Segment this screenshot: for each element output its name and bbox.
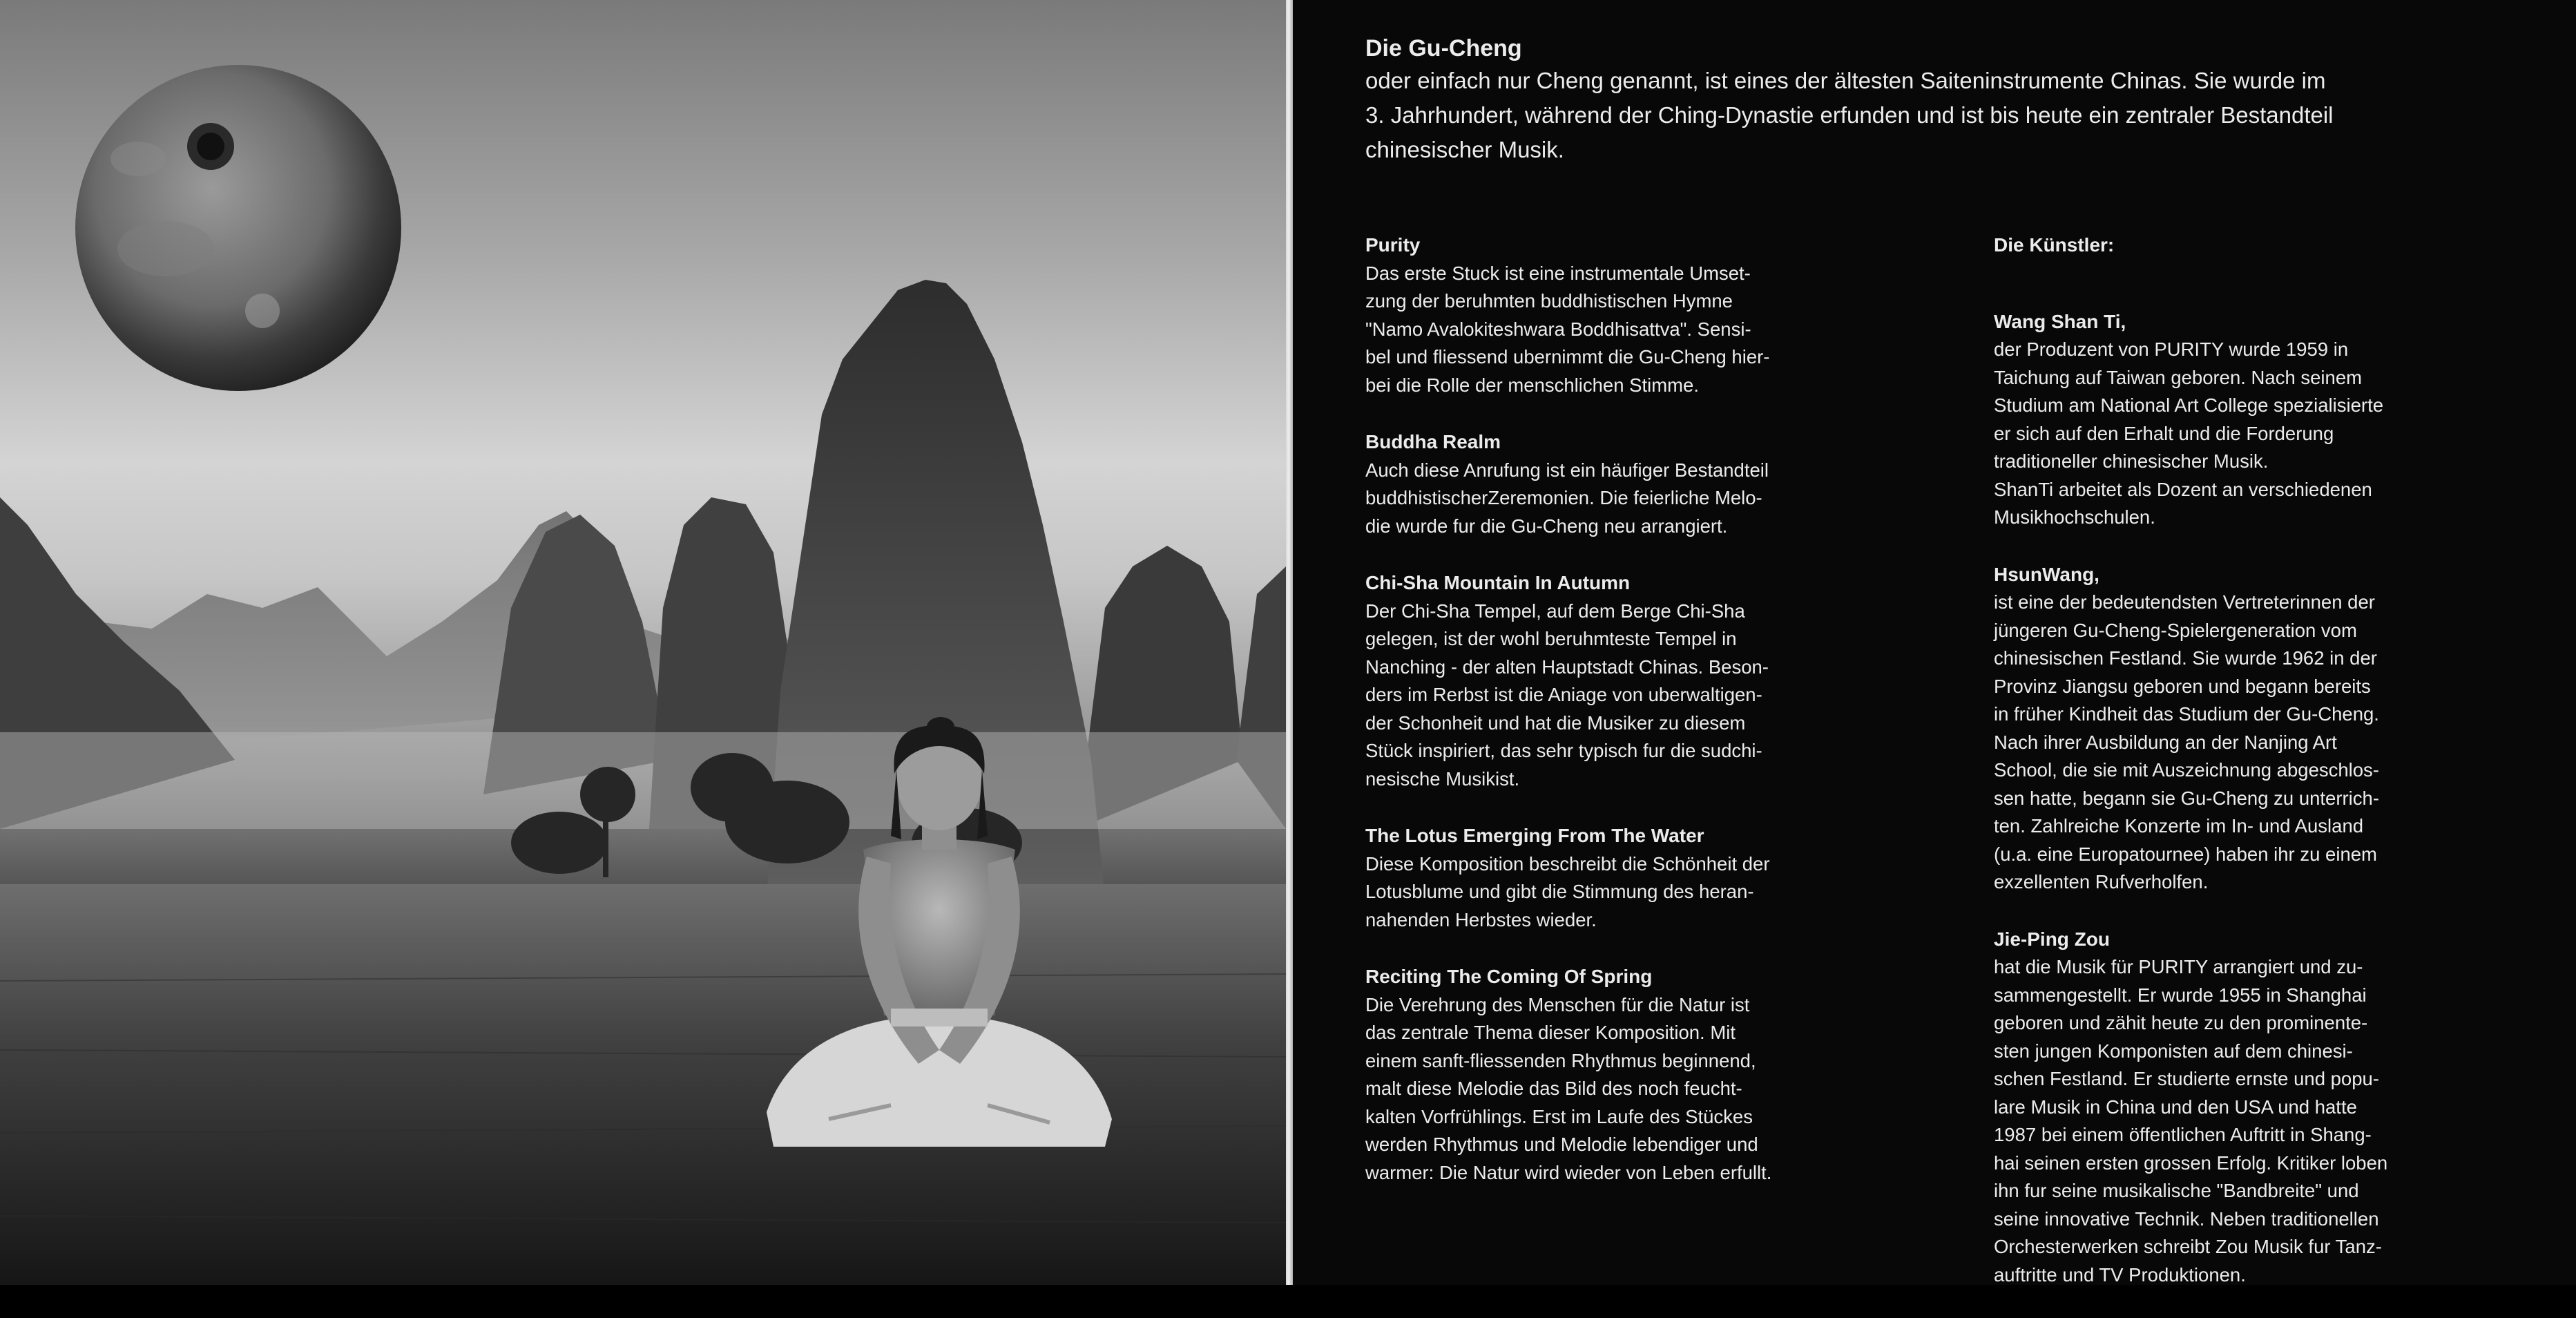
landscape-illustration <box>0 0 1286 1285</box>
track-title: Reciting The Coming Of Spring <box>1365 966 1653 987</box>
track-section <box>1365 428 1945 540</box>
artists-column <box>1994 231 2546 1318</box>
intro-text: oder einfach nur Cheng genannt, ist eines der ältesten Saiteninstrumente Chinas. Sie wurde im 3. Jahrhundert, während der Ching-Dynastie erfunden und ist bis heute ein zentraler Bestandteil chinesischer Musik. <box>1365 68 2334 162</box>
liner-notes-page <box>1293 0 2576 1285</box>
track-description: Diese Komposition beschreibt die Schönheit der Lotusblume und gibt die Stimmung des heran- nahenden Herbstes wieder. <box>1365 852 1770 930</box>
artist-bio: hat die Musik für PURITY arrangiert und zu- sammengestellt. Er wurde 1955 in Shanghai geboren und zähit heute zu den prominente- sten jungen Komponisten auf dem chinesi- schen Festland. Er studierte ernste und popu- lare Musik in China und den USA und hatte 1987 bei einem öffentlichen Auftritt in Shang- hai seinen ersten grossen Erfolg. Kritiker loben ihn fur seine musikalische "Bandbreite" und seine innovative Technik. Neben traditionellen Orchesterwerken schreibt Zou Musik fur Tanz- auftritte und TV Produktionen. <box>1994 956 2388 1286</box>
track-title: Chi-Sha Mountain In Autumn <box>1365 572 1631 593</box>
artist-name: Wang Shan Ti, <box>1994 310 2126 332</box>
moon <box>75 65 401 391</box>
artist-name: HsunWang, <box>1994 563 2099 585</box>
track-title: The Lotus Emerging From The Water <box>1365 825 1704 846</box>
cover-photo <box>0 0 1286 1285</box>
track-description: Die Verehrung des Menschen für die Natur ist das zentrale Thema dieser Komposition. Mit einem sanft-fliessenden Rhythmus beginnend, malt diese Melodie das Bild des noch feucht- kalten Vorfrühlings. Erst im Laufe des Stückes werden Rhythmus und Melodie lebendiger und warmer: Die Natur wird wieder von Leben erfullt. <box>1365 993 1772 1183</box>
artist-bio: ist eine der bedeutendsten Vertreterinnen der jüngeren Gu-Cheng-Spielergeneration vom chinesischen Festland. Sie wurde 1962 in der Provinz Jiangsu geboren und begann bereits in früher Kindheit das Studium der Gu-Cheng. Nach ihrer Ausbildung an der Nanjing Art School, die sie mit Auszeichnung abgeschlos- sen hatte, begann sie Gu-Cheng zu unterrich- ten. Zahlreiche Konzerte im In- und Ausland (u.a. eine Europatournee) haben ihr zu einem exzellenten Rufverholfen. <box>1994 591 2379 892</box>
intro-block <box>1365 33 2512 167</box>
track-title: Purity <box>1365 234 1421 256</box>
artist-bio: der Produzent von PURITY wurde 1959 in Taichung auf Taiwan geboren. Nach seinem Studium am National Art College spezialisierte er sich auf den Erhalt und die Forderung traditioneller chinesischer Musik. ShanTi arbeitet als Dozent an verschiedenen Musikhochschulen. <box>1994 338 2384 528</box>
tracks-column <box>1365 231 1945 1216</box>
track-description: Auch diese Anrufung ist ein häufiger Bestandteil buddhistischerZeremonien. Die feierliche Melo- die wurde fur die Gu-Cheng neu arrangiert. <box>1365 459 1769 537</box>
track-section <box>1365 231 1945 399</box>
track-title: Buddha Realm <box>1365 431 1501 452</box>
booklet-fold <box>1286 0 1293 1285</box>
track-section <box>1365 963 1945 1187</box>
artist-name: Jie-Ping Zou <box>1994 928 2110 950</box>
artist-section <box>1994 926 2546 1290</box>
track-section <box>1365 822 1945 934</box>
track-description: Der Chi-Sha Tempel, auf dem Berge Chi-Sha gelegen, ist der wohl beruhmteste Tempel in Nanching - der alten Hauptstadt Chinas. Beson- ders im Rerbst ist die Aniage von uberwaltigen- der Schonheit und hat die Musiker zu diesem Stück inspiriert, das sehr typisch fur die sudchi- nesische Musikist. <box>1365 600 1769 790</box>
artist-section <box>1994 561 2546 897</box>
track-section <box>1365 569 1945 793</box>
artists-heading: Die Künstler: <box>1994 234 2115 256</box>
intro-title: Die Gu-Cheng <box>1365 35 1522 61</box>
artist-section <box>1994 308 2546 532</box>
track-description: Das erste Stuck ist eine instrumentale Umset- zung der beruhmten buddhistischen Hymne "Namo Avalokiteshwara Boddhisattva". Sensi- bel und fliessend ubernimmt die Gu-Cheng hier- bei die Rolle der menschlichen Stimme. <box>1365 262 1770 396</box>
